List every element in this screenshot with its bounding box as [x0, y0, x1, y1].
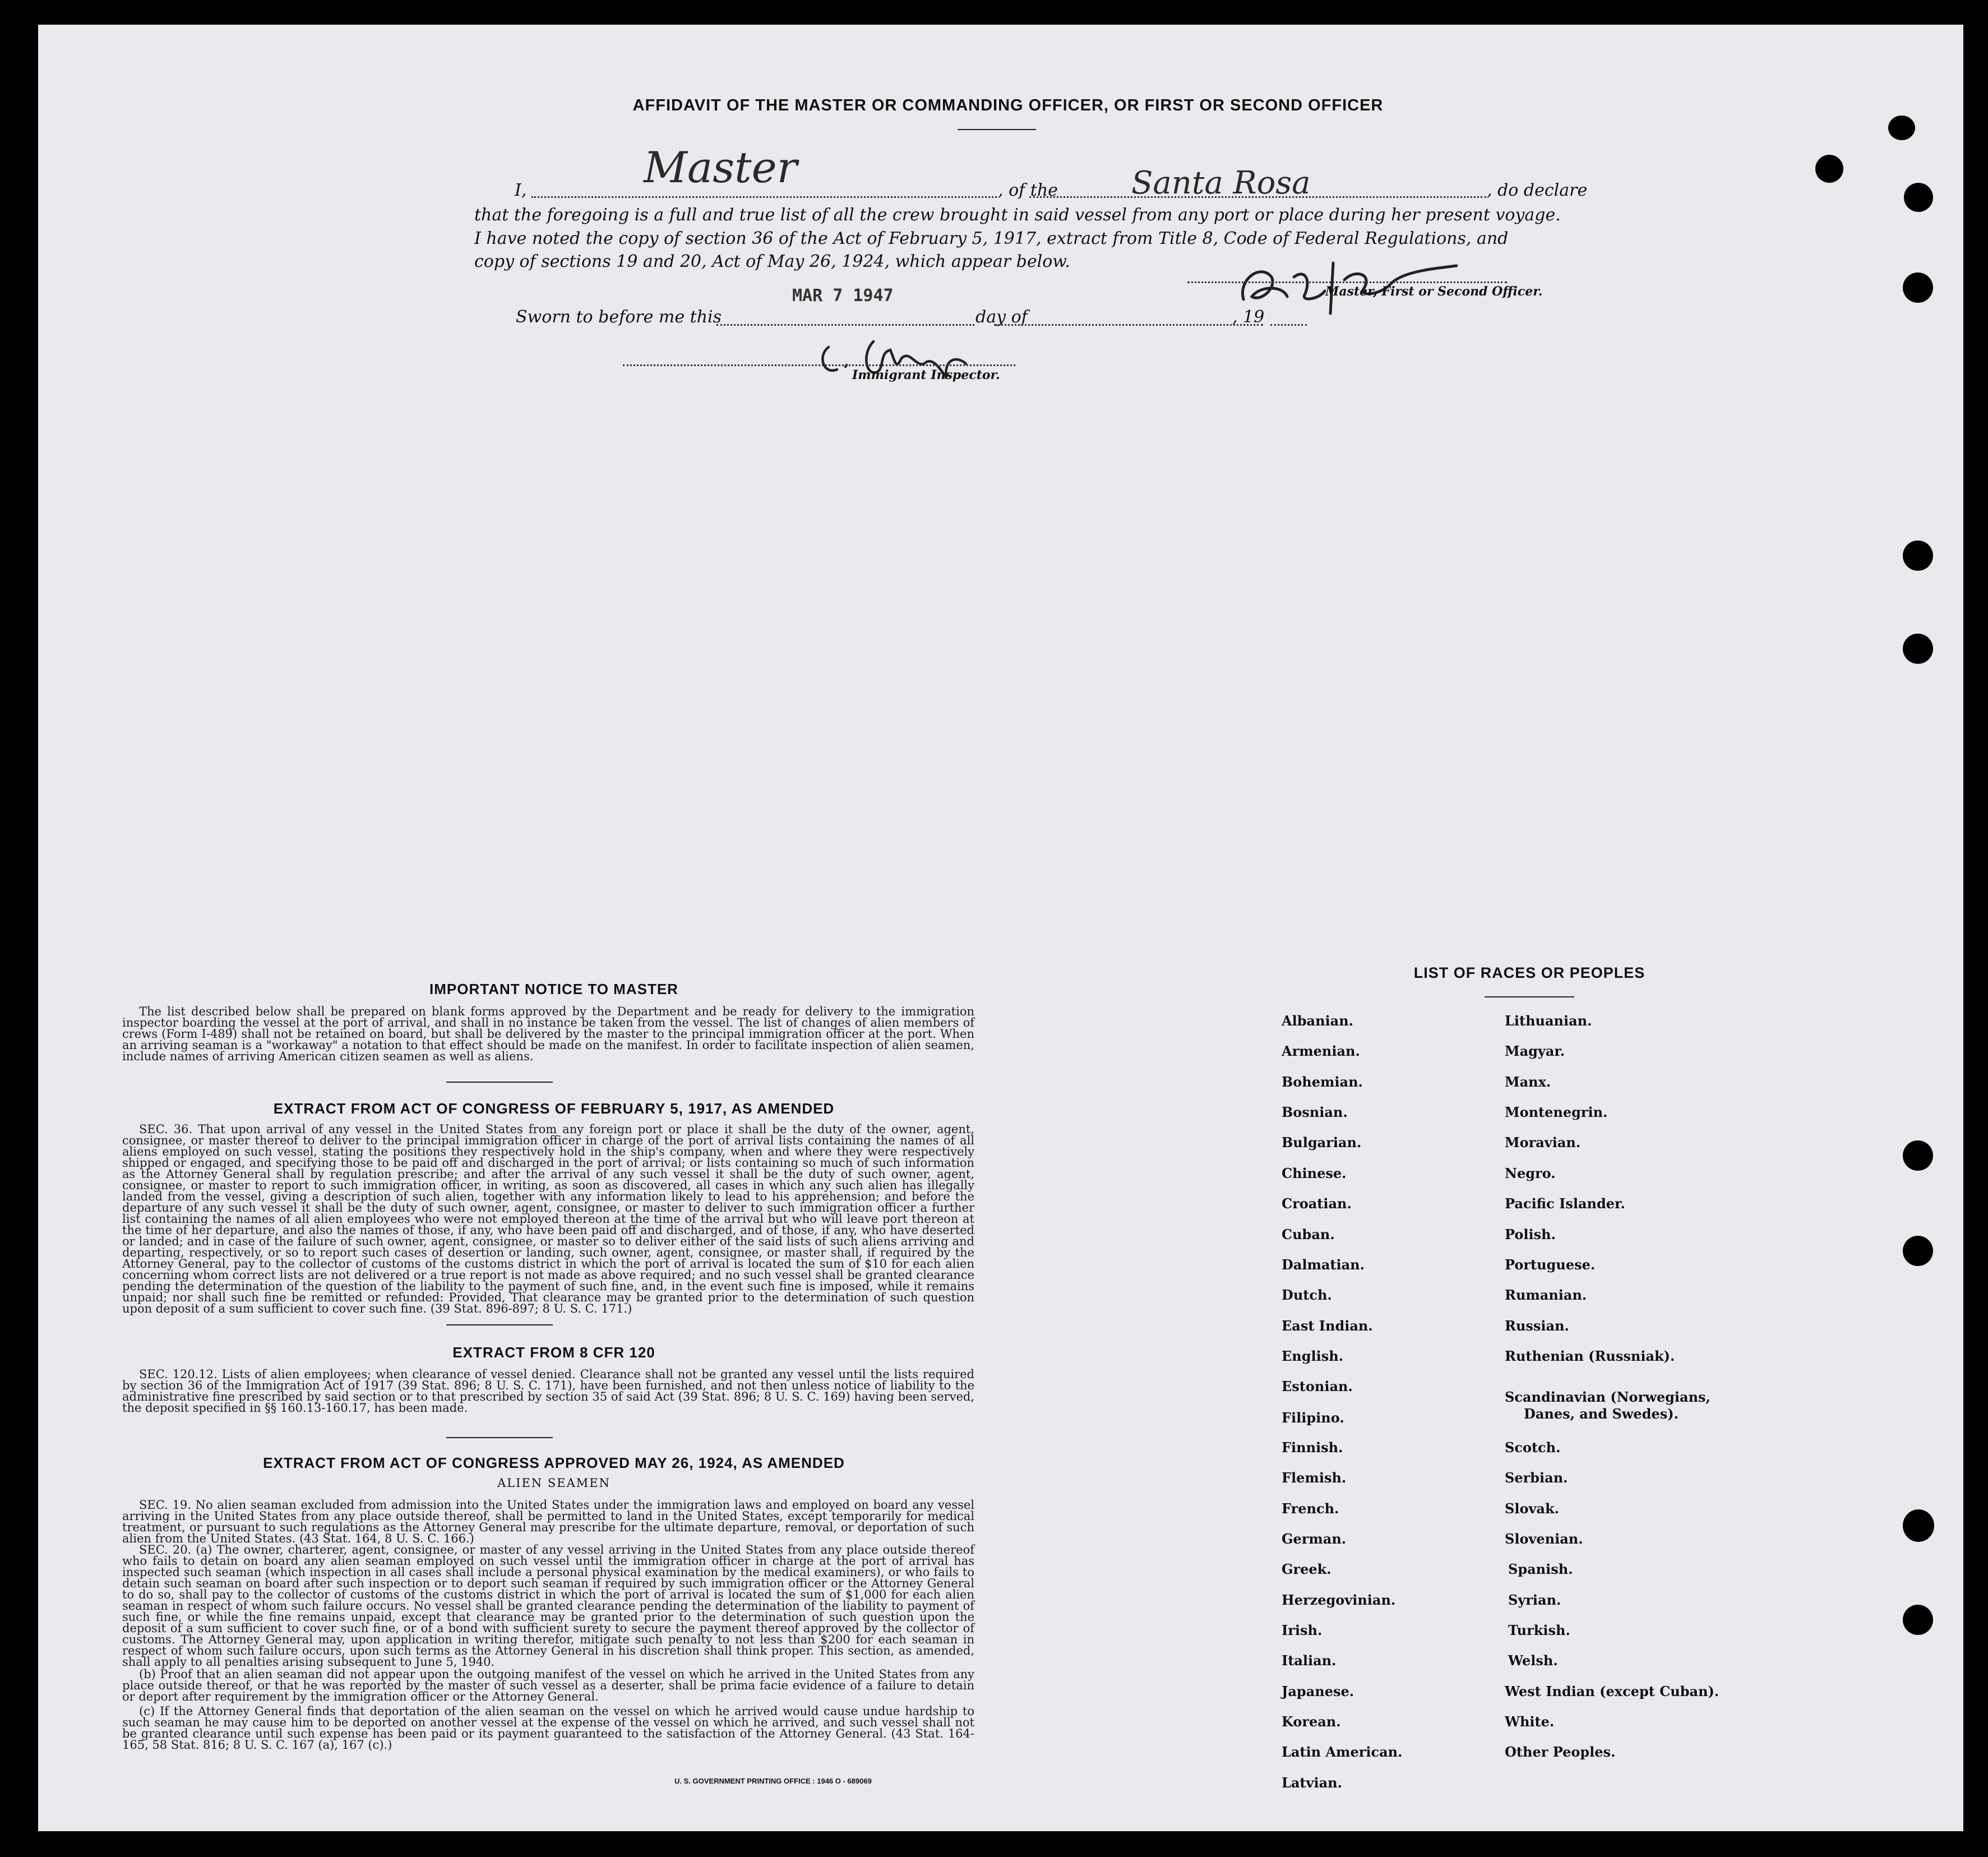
sworn-year-blank	[1270, 324, 1307, 326]
extract-1924-sec20c: (c) If the Attorney General finds that deportation of the alien seaman on the vessel on which he arrived would cause undue hardship to such seaman he may cause him to be deported on another vessel at the expense of the vessel on which he arrived, and such vessel shall not be granted clearance until such expense has been paid or its payment guaranteed to the satisfaction of the Attorney General. (43 Stat. 164-165, 58 Stat. 816; 8 U. S. C. 167 (a), 167 (c).)	[122, 1704, 974, 1752]
binder-hole	[1904, 183, 1933, 212]
race-item: Montenegrin.	[1505, 1104, 1608, 1120]
race-item: Manx.	[1505, 1074, 1551, 1090]
race-item: Slovenian.	[1505, 1531, 1583, 1547]
extract-cfr-body: SEC. 120.12. Lists of alien employees; when clearance of vessel denied. Clearance shall not be granted any vessel until the lists required by section 36 of the Immigration Act of 1917 (39 Stat. 896; 8 U. S. C. 171), have been furnished, and not then unless notice of liability to the administrative fine prescribed by said section or to that prescribed by section 35 of said Act (39 Stat. 896; 8 U. S. C. 169) having been served, the deposit specified in §§ 160.13-160.17, has been made.	[122, 1368, 974, 1415]
sworn-prefix: Sworn to before me this	[516, 307, 722, 327]
race-item: Latvian.	[1282, 1775, 1342, 1791]
binder-hole	[1903, 1509, 1934, 1542]
race-item: Korean.	[1282, 1713, 1341, 1730]
race-item: Bosnian.	[1282, 1104, 1348, 1120]
race-item: Dalmatian.	[1282, 1257, 1365, 1273]
race-item: Italian.	[1282, 1652, 1337, 1669]
date-stamp: MAR 7 1947	[792, 286, 894, 306]
binder-hole	[1903, 1236, 1933, 1266]
race-item: Chinese.	[1282, 1165, 1347, 1181]
race-item: Welsh.	[1508, 1652, 1558, 1669]
race-item: Turkish.	[1508, 1622, 1570, 1638]
race-item: German.	[1282, 1531, 1347, 1547]
master-label: Master, First or Second Officer.	[1325, 284, 1543, 299]
race-item: Danes, and Swedes).	[1524, 1406, 1679, 1422]
race-item: Magyar.	[1505, 1043, 1565, 1059]
race-item: East Indian.	[1282, 1318, 1373, 1334]
race-item: French.	[1282, 1500, 1339, 1517]
race-item: Russian.	[1505, 1318, 1569, 1334]
inspector-label: Immigrant Inspector.	[852, 368, 1000, 382]
race-item: Armenian.	[1282, 1043, 1360, 1059]
race-item: Slovak.	[1505, 1500, 1559, 1517]
race-item: Finnish.	[1282, 1439, 1343, 1456]
race-item: Polish.	[1505, 1226, 1556, 1242]
extract-1917-body: SEC. 36. That upon arrival of any vessel in the United States from any foreign port or place it shall be the duty of the owner, agent, consignee, or master thereof to deliver to the principal immigration officer in charge of the port of arrival lists containing the names of all aliens employed on such vessel, stating the positions they respectively hold in the ship's company, when and where they were respectively shipped or engaged, and specifying those to be paid off and discharged in the port of arrival; or lists containing so much of such information as the Attorney General shall by regulation prescribe; and after the arrival of any such vessel it shall be the duty of such owner, agent, consignee, or master to report to such immigration officer, in writing, as soon as discovered, all cases in which any such alien has illegally landed from the vessel, giving a description of such alien, together with any information likely to lead to his apprehension; and before the departure of any such vessel it shall be the duty of such owner, agent, consignee, or master to deliver to such immigration officer a further list containing the names of all alien employees who were not employed thereon at the time of the arrival but who will leave port thereon at the time of her departure, and also the names of those, if any, who have been paid off and discharged, and of those, if any, who have deserted or landed; and in case of the failure of such owner, agent, consignee, or master so to deliver either of the said lists of such aliens arriving and departing, respectively, or so to report such cases of desertion or landing, such owner, agent, consignee, or master shall, if required by the Attorney General, pay to the collector of customs of the customs district in which the port of arrival is located the sum of $10 for each alien concerning whom correct lists are not delivered or a true report is not made as above required; and no such vessel shall be granted clearance pending the determination of the question of the liability to the payment of such fine, and, in the event such fine is imposed, while it remains unpaid; nor shall such fine be remitted or refunded: Provided, That clearance may be granted prior to the determination of such question upon deposit of a sum sufficient to cover such fine. (39 Stat. 896-897; 8 U. S. C. 171.)	[122, 1122, 974, 1315]
races-divider	[1485, 996, 1574, 997]
race-item: West Indian (except Cuban).	[1505, 1683, 1719, 1699]
race-item: Other Peoples.	[1505, 1744, 1616, 1760]
binder-hole	[1888, 116, 1915, 140]
affidavit-line1-mid: , of the	[998, 181, 1058, 200]
race-item: Greek.	[1282, 1561, 1332, 1577]
race-item: Rumanian.	[1505, 1287, 1587, 1303]
extract-cfr-title: EXTRACT FROM 8 CFR 120	[452, 1344, 655, 1361]
race-item: Latin American.	[1282, 1744, 1403, 1760]
title-underline	[958, 129, 1036, 130]
race-item: Scotch.	[1505, 1439, 1561, 1456]
affidavit-line1-prefix: I,	[515, 181, 527, 200]
race-item: Irish.	[1282, 1622, 1323, 1638]
race-item: White.	[1505, 1713, 1555, 1730]
race-item: Filipino.	[1282, 1410, 1344, 1426]
extract-1924-title: EXTRACT FROM ACT OF CONGRESS APPROVED MAY 26, 1924, AS AMENDED	[263, 1454, 845, 1471]
race-item: Dutch.	[1282, 1287, 1332, 1303]
race-item: Serbian.	[1505, 1470, 1568, 1486]
extract-1924-sec20b: (b) Proof that an alien seaman did not appear upon the outgoing manifest of the vessel on which he arrived in the United States from any place outside thereof, or that he was reported by the master of such vessel as a deserter, shall be prima facie evidence of a failure to detain or deport after requirement by the immigration officer or the Attorney General.	[122, 1667, 974, 1703]
race-item: Spanish.	[1508, 1561, 1573, 1577]
name-blank	[531, 196, 997, 198]
race-item: Albanian.	[1282, 1013, 1353, 1029]
affidavit-title: AFFIDAVIT OF THE MASTER OR COMMANDING OFFICER, OR FIRST OR SECOND OFFICER	[632, 96, 1384, 114]
sworn-year-label: , 19	[1232, 307, 1265, 327]
handwritten-name: Master	[644, 142, 797, 192]
sworn-day-label: day of	[975, 307, 1028, 327]
race-item: Bohemian.	[1282, 1074, 1363, 1090]
inspector-signature-line	[623, 364, 1015, 366]
race-item: Negro.	[1505, 1165, 1556, 1181]
affidavit-body-line4: copy of sections 19 and 20, Act of May 26, 1924, which appear below.	[474, 252, 1070, 271]
race-item: Bulgarian.	[1282, 1134, 1362, 1151]
notice-body: The list described below shall be prepared on blank forms approved by the Department and be ready for delivery to the immigration inspector boarding the vessel at the port of arrival, and shall in no instance be taken from the vessel. The list of changes of alien members of crews (Form I-489) shall not be retained on board, but shall be delivered by the master to the principal immigration officer at the port. When an arriving seaman is a "workaway" a notation to that effect should be made on the manifest. In order to facilitate inspection of alien seamen, include names of arriving American citizen seamen as well as aliens.	[122, 1005, 974, 1063]
divider-3	[446, 1437, 553, 1438]
race-item: Ruthenian (Russniak).	[1505, 1348, 1675, 1364]
races-title: LIST OF RACES OR PEOPLES	[1413, 964, 1645, 981]
divider-2	[446, 1324, 553, 1325]
binder-hole	[1903, 634, 1933, 664]
race-item: Japanese.	[1282, 1683, 1354, 1699]
race-item: Pacific Islander.	[1505, 1195, 1625, 1212]
affidavit-body-line2: that the foregoing is a full and true list of all the crew brought in said vessel from any port or place during her present voyage.	[474, 205, 1561, 225]
master-signature-line	[1187, 281, 1507, 283]
affidavit-body-line3: I have noted the copy of section 36 of the Act of February 5, 1917, extract from Title 8, Code of Federal Regulations, and	[474, 229, 1509, 248]
extract-1924-subtitle: ALIEN SEAMEN	[497, 1476, 611, 1490]
race-item: Lithuanian.	[1505, 1013, 1592, 1029]
binder-hole	[1903, 1140, 1933, 1171]
divider-1	[446, 1082, 553, 1083]
extract-1924-sec19: SEC. 19. No alien seaman excluded from admission into the United States under the immigration laws and employed on board any vessel arriving in the United States from any place outside thereof, shall be permitted to land in the United States, except temporarily for medical treatment, or pursuant to such regulations as the Attorney General may prescribe for the ultimate departure, removal, or deportation of such alien from the United States. (43 Stat. 164, 8 U. S. C. 166.)	[122, 1498, 974, 1545]
notice-title: IMPORTANT NOTICE TO MASTER	[429, 981, 678, 997]
race-item: Syrian.	[1508, 1592, 1561, 1608]
extract-1924-sec20a: SEC. 20. (a) The owner, charterer, agent, consignee, or master of any vessel arriving in the United States from any place outside thereof who fails to detain on board any alien seaman employed on such vessel until the immigration officer in charge at the port of arrival has inspected such seaman (which inspection in all cases shall include a personal physical examination by the medical examiners), or who fails to detain such seaman on board after such inspection or to deport such seaman if required by such immigration officer or the Attorney General to do so, shall pay to the collector of customs of the customs district in which the port of arrival is located the sum of $1,000 for each alien seaman in respect of whom such failure occurs. No vessel shall be granted clearance pending the determination of the liability to payment of such fine, or while the fine remains unpaid, except that clearance may be granted prior to the determination of such question upon the deposit of a sum sufficient to cover such fine, or of a bond with sufficient surety to secure the payment thereof approved by the collector of customs. The Attorney General may, upon application in writing therefor, mitigate such penalty to not less than $200 for each seaman in respect of whom such failure occurs, upon such terms as the Attorney General in his discretion shall think proper. This section, as amended, shall apply to all penalties arising subsequent to June 5, 1940.	[122, 1543, 974, 1669]
binder-hole	[1815, 155, 1843, 183]
handwritten-vessel: Santa Rosa	[1131, 165, 1311, 201]
race-item: Moravian.	[1505, 1134, 1581, 1151]
affidavit-line1-suffix: , do declare	[1487, 181, 1588, 200]
binder-hole	[1903, 1605, 1933, 1635]
race-item: Cuban.	[1282, 1226, 1335, 1242]
race-item: English.	[1282, 1348, 1344, 1364]
printer-imprint: U. S. GOVERNMENT PRINTING OFFICE : 1946 O - 689069	[674, 1777, 872, 1785]
race-item: Flemish.	[1282, 1470, 1347, 1486]
race-item: Scandinavian (Norwegians,	[1505, 1389, 1710, 1405]
sworn-month-blank	[994, 324, 1263, 326]
race-item: Herzegovinian.	[1282, 1592, 1396, 1608]
binder-hole	[1903, 541, 1933, 571]
race-item: Portuguese.	[1505, 1257, 1596, 1273]
race-item: Croatian.	[1282, 1195, 1352, 1212]
race-item: Estonian.	[1282, 1378, 1353, 1394]
extract-1917-title: EXTRACT FROM ACT OF CONGRESS OF FEBRUARY 5, 1917, AS AMENDED	[273, 1100, 835, 1117]
binder-hole	[1903, 272, 1933, 303]
document-page	[38, 25, 1963, 1831]
